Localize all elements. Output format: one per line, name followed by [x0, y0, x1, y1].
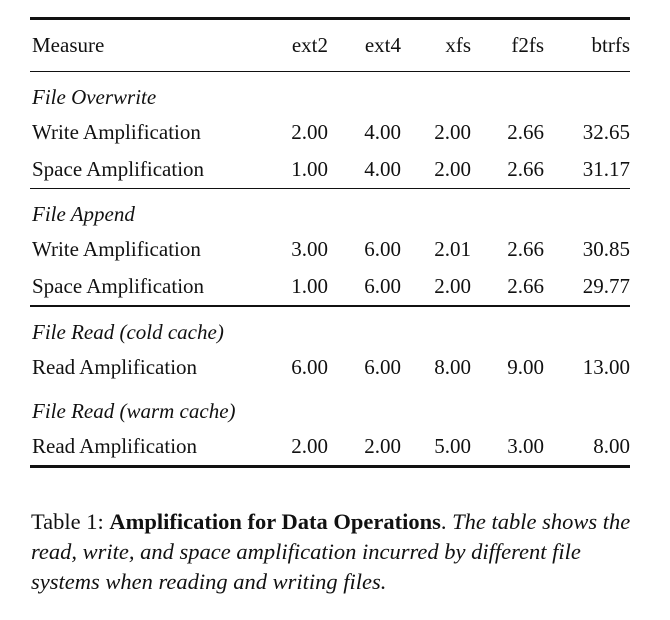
- value-cell: 3.00: [507, 434, 544, 458]
- value-cell: 30.85: [582, 237, 630, 261]
- value-cell: 4.00: [364, 120, 401, 144]
- section-label: File Read (warm cache): [32, 399, 236, 423]
- table-header-row: [30, 19, 630, 72]
- value-cell: 1.00: [291, 157, 328, 181]
- section-label: File Read (cold cache): [32, 320, 224, 344]
- value-cell: 2.66: [507, 237, 544, 261]
- value-cell: 6.00: [364, 274, 401, 298]
- caption-title: Amplification for Data Operations: [109, 509, 441, 534]
- table-row: [30, 428, 630, 467]
- header-ext4: ext4: [364, 33, 401, 57]
- value-cell: 13.00: [582, 355, 630, 379]
- value-cell: 2.66: [507, 157, 544, 181]
- value-cell: 9.00: [507, 355, 544, 379]
- amplification-table: [30, 17, 630, 468]
- header-ext2: ext2: [291, 33, 328, 57]
- amplification-table-container: [30, 17, 630, 468]
- header-measure: Measure: [32, 33, 105, 57]
- caption-label: Table 1:: [31, 509, 104, 534]
- measure-cell: Read Amplification: [32, 355, 198, 379]
- value-cell: 2.00: [434, 120, 471, 144]
- value-cell: 6.00: [291, 355, 328, 379]
- value-cell: 2.66: [507, 120, 544, 144]
- value-cell: 2.00: [364, 434, 401, 458]
- value-cell: 6.00: [364, 355, 401, 379]
- measure-cell: Write Amplification: [32, 120, 201, 144]
- table-row: [30, 151, 630, 189]
- header-xfs: xfs: [445, 33, 471, 57]
- value-cell: 32.65: [582, 120, 630, 144]
- value-cell: 3.00: [291, 237, 328, 261]
- caption-text: The table shows the read, write, and space amplification incurred by different file systems when reading and writing files.: [31, 509, 631, 594]
- value-cell: 2.00: [291, 434, 328, 458]
- value-cell: 29.77: [582, 274, 630, 298]
- value-cell: 31.17: [582, 157, 630, 181]
- value-cell: 2.66: [507, 274, 544, 298]
- caption-period: .: [440, 509, 447, 534]
- value-cell: 4.00: [364, 157, 401, 181]
- value-cell: 6.00: [364, 237, 401, 261]
- section-row: [30, 386, 630, 428]
- header-f2fs: f2fs: [511, 33, 544, 57]
- value-cell: 2.00: [291, 120, 328, 144]
- value-cell: 2.01: [434, 237, 471, 261]
- section-row: [30, 72, 630, 115]
- table-row: [30, 268, 630, 306]
- section-label: File Append: [32, 202, 135, 226]
- measure-cell: Read Amplification: [32, 434, 198, 458]
- measure-cell: Write Amplification: [32, 237, 201, 261]
- section-row: [30, 189, 630, 232]
- value-cell: 2.00: [434, 157, 471, 181]
- table-row: [30, 349, 630, 386]
- measure-cell: Space Amplification: [32, 274, 205, 298]
- value-cell: 8.00: [434, 355, 471, 379]
- value-cell: 8.00: [593, 434, 630, 458]
- section-row: [30, 306, 630, 349]
- value-cell: 1.00: [291, 274, 328, 298]
- header-btrfs: btrfs: [591, 33, 630, 57]
- measure-cell: Space Amplification: [32, 157, 205, 181]
- section-label: File Overwrite: [32, 85, 157, 109]
- table-row: [30, 114, 630, 151]
- table-row: [30, 231, 630, 268]
- value-cell: 5.00: [434, 434, 471, 458]
- value-cell: 2.00: [434, 274, 471, 298]
- table-caption: [31, 507, 631, 597]
